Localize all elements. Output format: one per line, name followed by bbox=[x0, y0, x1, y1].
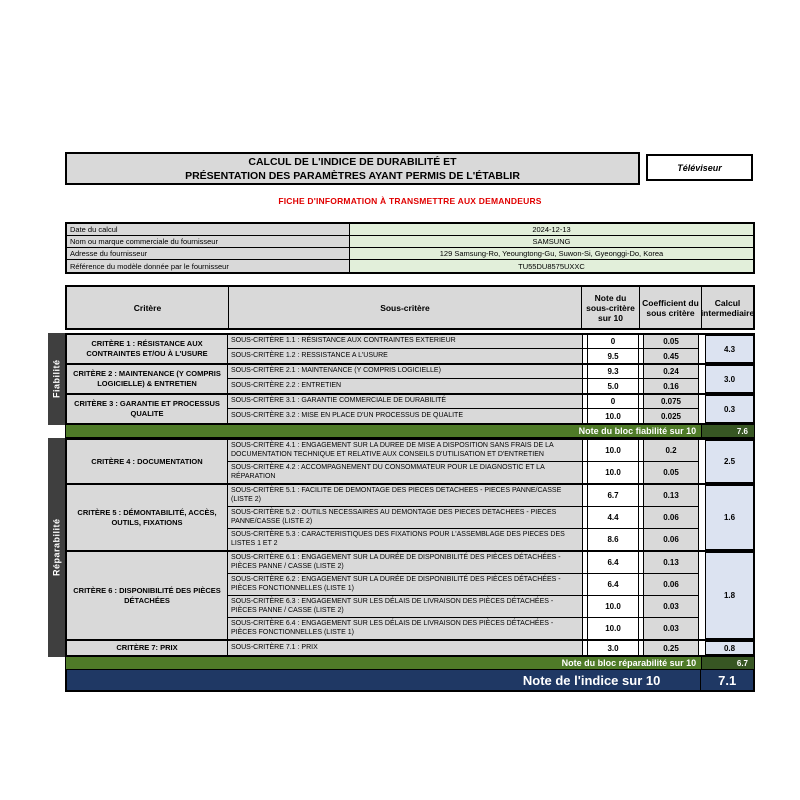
subcriterion-label: SOUS-CRITÈRE 2.1 : MAINTENANCE (Y COMPRIS LOGICIELLE) bbox=[228, 365, 583, 378]
subcriterion-label: SOUS-CRITÈRE 6.1 : ENGAGEMENT SUR LA DURÉE DE DISPONIBILITÉ DES PIÈCES DÉTACHÉES - PIÈCES PANNE / CASSE (LISTE 2) bbox=[228, 552, 583, 573]
block-note-label: Note du bloc fiabilité sur 10 bbox=[66, 425, 701, 437]
block-note-row bbox=[65, 657, 755, 670]
subcriterion-row bbox=[228, 529, 699, 550]
block-note-row bbox=[65, 425, 755, 438]
subcriterion-label: SOUS-CRITÈRE 6.3 : ENGAGEMENT SUR LES DÉLAIS DE LIVRAISON DES PIÈCES DÉTACHÉES - PIÈCES PANNE / CASSE (LISTE 2) bbox=[228, 596, 583, 617]
criterion-group bbox=[65, 438, 755, 485]
coefficient-cell: 0.06 bbox=[643, 574, 699, 595]
subcriterion-label: SOUS-CRITÈRE 3.2 : MISE EN PLACE D'UN PROCESSUS DE QUALITE bbox=[228, 409, 583, 423]
criterion-cell: CRITÈRE 5 : DÉMONTABILITÉ, ACCÈS, OUTILS, FIXATIONS bbox=[65, 485, 228, 550]
block-vertical-label: Réparabilité bbox=[48, 438, 65, 657]
note-cell: 10.0 bbox=[587, 596, 639, 617]
info-row-value: 2024-12-13 bbox=[350, 224, 753, 235]
info-row-label: Adresse du fournisseur bbox=[67, 248, 350, 259]
total-index-value: 7.1 bbox=[700, 670, 753, 690]
subcriterion-label: SOUS-CRITÈRE 2.2 : ENTRETIEN bbox=[228, 379, 583, 393]
intermediate-calc-cell: 3.0 bbox=[705, 365, 755, 393]
block-note-label: Note du bloc réparabilité sur 10 bbox=[66, 657, 701, 669]
info-row bbox=[67, 224, 753, 236]
column-header-critere: Critère bbox=[133, 302, 162, 313]
subcriteria-rows bbox=[228, 485, 699, 550]
note-cell: 10.0 bbox=[587, 440, 639, 461]
note-cell: 0 bbox=[587, 335, 639, 348]
info-row-label: Référence du modèle donnée par le fournisseur bbox=[67, 260, 350, 272]
criterion-cell: CRITÈRE 7: PRIX bbox=[65, 641, 228, 655]
criterion-cell: CRITÈRE 4 : DOCUMENTATION bbox=[65, 440, 228, 483]
coefficient-cell: 0.13 bbox=[643, 552, 699, 573]
subcriterion-row bbox=[228, 395, 699, 409]
block-groups bbox=[65, 333, 755, 425]
info-row bbox=[67, 260, 753, 272]
info-row bbox=[67, 236, 753, 248]
subcriterion-label: SOUS-CRITÈRE 6.4 : ENGAGEMENT SUR LES DÉLAIS DE LIVRAISON DES PIÈCES DÉTACHÉES - PIÈCES FONCTIONNELLES (LISTE 1) bbox=[228, 618, 583, 639]
criterion-group bbox=[65, 552, 755, 641]
subcriterion-label: SOUS-CRITÈRE 1.2 : RESSISTANCE A L'USURE bbox=[228, 349, 583, 363]
coefficient-cell: 0.05 bbox=[643, 335, 699, 348]
subcriteria-rows bbox=[228, 395, 699, 423]
criteria-table-header bbox=[65, 285, 755, 330]
title-row bbox=[65, 152, 755, 185]
criterion-cell: CRITÈRE 2 : MAINTENANCE (Y COMPRIS LOGICIELLE) & ENTRETIEN bbox=[65, 365, 228, 393]
criteria-block-reparabilite bbox=[48, 438, 755, 657]
info-row-label: Date du calcul bbox=[67, 224, 350, 235]
document-title-line1: CALCUL DE L'INDICE DE DURABILITÉ ET bbox=[248, 155, 457, 168]
column-header-sous-critere: Sous-critère bbox=[228, 287, 581, 328]
coefficient-cell: 0.03 bbox=[643, 618, 699, 639]
total-index-row bbox=[65, 670, 755, 692]
coefficient-cell: 0.025 bbox=[643, 409, 699, 423]
subcriterion-label: SOUS-CRITÈRE 6.2 : ENGAGEMENT SUR LA DURÉE DE DISPONIBILITÉ DES PIÈCES DÉTACHÉES - PIÈCES FONCTIONNELLES (LISTE 1) bbox=[228, 574, 583, 595]
subcriterion-label: SOUS-CRITÈRE 5.1 : FACILITE DE DEMONTAGE DES PIECES DETACHEES - PIECES PANNE/CASSE (LISTE 2) bbox=[228, 485, 583, 506]
product-type-box: Téléviseur bbox=[646, 154, 753, 181]
subcriterion-label: SOUS-CRITÈRE 4.1 : ENGAGEMENT SUR LA DUREE DE MISE A DISPOSITION SANS FRAIS DE LA DOCUMENTATION TECHNIQUE ET RELATIVE AUX CONSEILS D'UTILISATION ET D'ENTRETIEN bbox=[228, 440, 583, 461]
criterion-group bbox=[65, 333, 755, 365]
column-header-note: Note du sous-critère sur 10 bbox=[581, 287, 639, 328]
info-row-value: 129 Samsung-Ro, Yeoungtong-Gu, Suwon-Si, Gyeonggi-Do, Korea bbox=[350, 248, 753, 259]
block-note-value: 7.6 bbox=[701, 425, 754, 437]
criteria-table-body bbox=[48, 333, 755, 670]
intermediate-calc-cell: 0.3 bbox=[705, 395, 755, 423]
intermediate-calc-cell: 4.3 bbox=[705, 335, 755, 363]
note-cell: 9.3 bbox=[587, 365, 639, 378]
note-cell: 10.0 bbox=[587, 618, 639, 639]
subcriteria-rows bbox=[228, 365, 699, 393]
block-note-value: 6.7 bbox=[701, 657, 754, 669]
note-cell: 0 bbox=[587, 395, 639, 408]
subcriterion-row bbox=[228, 574, 699, 596]
subcriterion-row bbox=[228, 596, 699, 618]
criteria-table bbox=[48, 285, 755, 692]
coefficient-cell: 0.16 bbox=[643, 379, 699, 393]
subcriterion-label: SOUS-CRITÈRE 5.3 : CARACTERISTIQUES DES FIXATIONS POUR L'ASSEMBLAGE DES PIECES DES LISTES 1 ET 2 bbox=[228, 529, 583, 550]
intermediate-calc-cell: 1.6 bbox=[705, 485, 755, 550]
subcriteria-rows bbox=[228, 440, 699, 483]
subcriterion-label: SOUS-CRITÈRE 4.2 : ACCOMPAGNEMENT DU CONSOMMATEUR POUR LE DIAGNOSTIC ET LA RÉPARATION bbox=[228, 462, 583, 483]
info-row-value: TU55DU8575UXXC bbox=[350, 260, 753, 272]
subcriterion-label: SOUS-CRITÈRE 1.1 : RÉSISTANCE AUX CONTRAINTES EXTERIEUR bbox=[228, 335, 583, 348]
note-cell: 6.7 bbox=[587, 485, 639, 506]
note-cell: 6.4 bbox=[587, 552, 639, 573]
coefficient-cell: 0.03 bbox=[643, 596, 699, 617]
document-title bbox=[65, 152, 640, 185]
supplier-info-table bbox=[65, 222, 755, 274]
document-title-line2: PRÉSENTATION DES PARAMÈTRES AYANT PERMIS DE L'ÉTABLIR bbox=[185, 169, 520, 182]
notice-banner: FICHE D'INFORMATION À TRANSMETTRE AUX DEMANDEURS bbox=[278, 196, 542, 206]
coefficient-cell: 0.24 bbox=[643, 365, 699, 378]
subcriterion-row bbox=[228, 485, 699, 507]
intermediate-calc-cell: 0.8 bbox=[705, 641, 755, 655]
subcriterion-row bbox=[228, 409, 699, 423]
intermediate-calc-cell: 2.5 bbox=[705, 440, 755, 483]
subcriterion-row bbox=[228, 507, 699, 529]
subcriterion-row bbox=[228, 462, 699, 483]
criterion-cell: CRITÈRE 1 : RÉSISTANCE AUX CONTRAINTES ET/OU À L'USURE bbox=[65, 335, 228, 363]
subcriterion-row bbox=[228, 379, 699, 393]
subcriteria-rows bbox=[228, 552, 699, 639]
note-cell: 10.0 bbox=[587, 462, 639, 483]
criterion-group bbox=[65, 365, 755, 395]
block-groups bbox=[65, 438, 755, 657]
total-index-label: Note de l'indice sur 10 bbox=[522, 672, 661, 688]
subcriterion-row bbox=[228, 365, 699, 379]
subcriteria-rows bbox=[228, 335, 699, 363]
coefficient-cell: 0.2 bbox=[643, 440, 699, 461]
note-cell: 5.0 bbox=[587, 379, 639, 393]
note-cell: 3.0 bbox=[587, 641, 639, 655]
info-row bbox=[67, 248, 753, 260]
note-cell: 4.4 bbox=[587, 507, 639, 528]
subcriteria-rows bbox=[228, 641, 699, 655]
note-cell: 10.0 bbox=[587, 409, 639, 423]
note-cell: 6.4 bbox=[587, 574, 639, 595]
subcriterion-label: SOUS-CRITÈRE 5.2 : OUTILS NECESSAIRES AU DEMONTAGE DES PIECES DETACHEES - PIECES PANNE/CASSE (LISTE 2) bbox=[228, 507, 583, 528]
subcriterion-label: SOUS-CRITÈRE 3.1 : GARANTIE COMMERCIALE DE DURABILITÉ bbox=[228, 395, 583, 408]
criterion-group bbox=[65, 485, 755, 552]
note-cell: 8.6 bbox=[587, 529, 639, 550]
coefficient-cell: 0.06 bbox=[643, 507, 699, 528]
coefficient-cell: 0.13 bbox=[643, 485, 699, 506]
coefficient-cell: 0.075 bbox=[643, 395, 699, 408]
info-row-label: Nom ou marque commerciale du fournisseur bbox=[67, 236, 350, 247]
coefficient-cell: 0.25 bbox=[643, 641, 699, 655]
column-header-calcul: Calcul intermediaire bbox=[701, 287, 753, 328]
criterion-cell: CRITÈRE 6 : DISPONIBILITÉ DES PIÈCES DÉTACHÉES bbox=[65, 552, 228, 639]
criteria-block-fiabilite bbox=[48, 333, 755, 425]
block-vertical-label: Fiabilité bbox=[48, 333, 65, 425]
intermediate-calc-cell: 1.8 bbox=[705, 552, 755, 639]
subcriterion-row bbox=[228, 641, 699, 655]
coefficient-cell: 0.06 bbox=[643, 529, 699, 550]
subcriterion-row bbox=[228, 349, 699, 363]
subcriterion-row bbox=[228, 440, 699, 462]
coefficient-cell: 0.05 bbox=[643, 462, 699, 483]
coefficient-cell: 0.45 bbox=[643, 349, 699, 363]
note-cell: 9.5 bbox=[587, 349, 639, 363]
criterion-group bbox=[65, 641, 755, 657]
criterion-cell: CRITÈRE 3 : GARANTIE ET PROCESSUS QUALITE bbox=[65, 395, 228, 423]
info-row-value: SAMSUNG bbox=[350, 236, 753, 247]
subcriterion-row bbox=[228, 552, 699, 574]
criterion-group bbox=[65, 395, 755, 425]
subcriterion-row bbox=[228, 335, 699, 349]
column-header-coefficient: Coefficient du sous critère bbox=[639, 287, 701, 328]
subcriterion-label: SOUS-CRITÈRE 7.1 : PRIX bbox=[228, 641, 583, 655]
subcriterion-row bbox=[228, 618, 699, 639]
